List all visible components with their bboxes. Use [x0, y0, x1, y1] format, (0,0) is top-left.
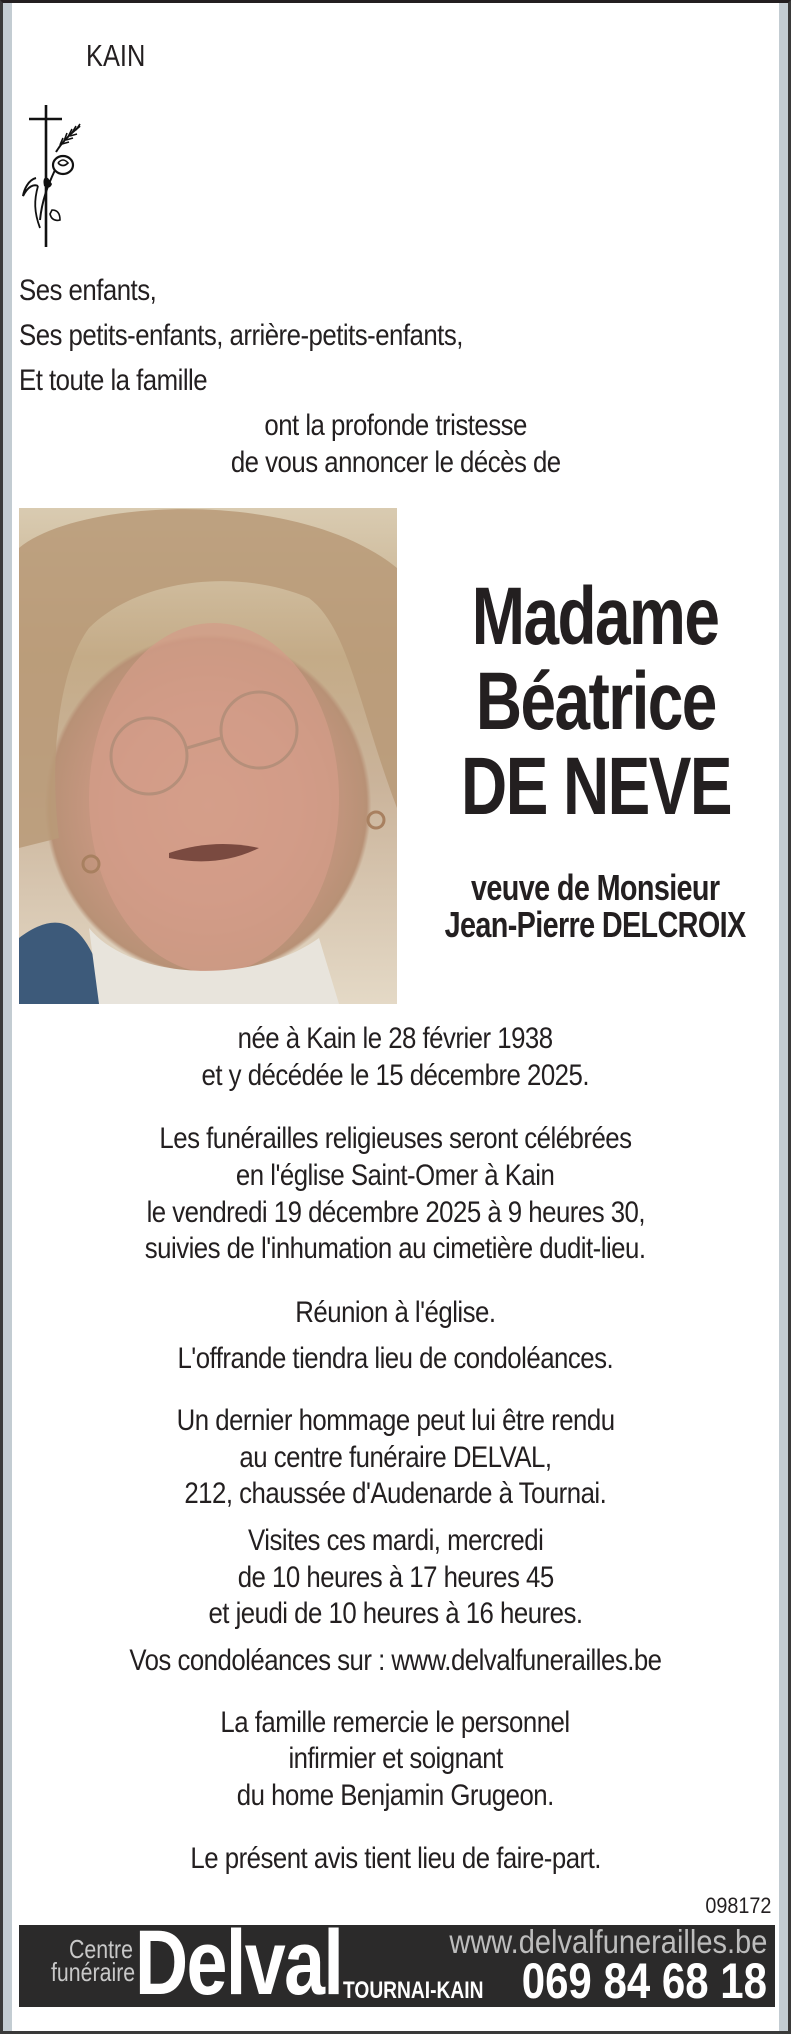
thanks-line: La famille remercie le personnel: [220, 1706, 571, 1739]
cross-with-rose-and-wheat-icon: [18, 100, 88, 250]
funeral-line: le vendredi 19 décembre 2025 à 9 heures 30,: [146, 1196, 645, 1229]
portrait-illustration: [19, 508, 397, 1004]
announcement-line: de vous annoncer le décès de: [230, 446, 561, 479]
visits-line: et jeudi de 10 heures à 16 heures.: [208, 1597, 583, 1630]
funeral-line: en l'église Saint-Omer à Kain: [236, 1159, 555, 1192]
condolences-line: Vos condoléances sur : www.delvalfunerailles.be: [129, 1644, 662, 1677]
reference-number: 098172: [704, 1893, 771, 1918]
deceased-first-name: Béatrice: [475, 656, 716, 747]
brand-logo: Delval: [135, 1925, 343, 2007]
funeral-line: Les funérailles religieuses seront célébrées: [159, 1122, 632, 1155]
tribute-line: 212, chaussée d'Audenarde à Tournai.: [184, 1477, 607, 1510]
funeral-home-banner: [19, 1925, 775, 2007]
offering-line: L'offrande tiendra lieu de condoléances.: [177, 1342, 614, 1375]
thanks-line: du home Benjamin Grugeon.: [237, 1779, 554, 1812]
tribute-line: au centre funéraire DELVAL,: [239, 1441, 552, 1474]
location-text: KAIN: [86, 38, 146, 73]
spouse-name: Jean-Pierre DELCROIX: [445, 904, 746, 945]
phone-number[interactable]: 069 84 68 18: [521, 1953, 767, 2007]
announcement-line: ont la profonde tristesse: [264, 409, 527, 442]
city-label: TOURNAI-KAIN: [343, 1977, 484, 2004]
visits-line: de 10 heures à 17 heures 45: [237, 1561, 554, 1594]
death-line: et y décédée le 15 décembre 2025.: [201, 1059, 590, 1092]
deceased-title: Madame: [472, 571, 719, 662]
thanks-line: infirmier et soignant: [288, 1742, 503, 1775]
widow-of-line: veuve de Monsieur: [471, 867, 720, 908]
family-line: Ses petits-enfants, arrière-petits-enfants,: [19, 319, 463, 352]
location-heading: [86, 38, 158, 74]
family-line: Ses enfants,: [19, 274, 157, 307]
family-line: Et toute la famille: [19, 364, 208, 397]
birth-line: née à Kain le 28 février 1938: [238, 1022, 553, 1055]
visits-line: Visites ces mardi, mercredi: [247, 1524, 544, 1557]
portrait-photo: [19, 508, 397, 1004]
meeting-line: Réunion à l'église.: [295, 1296, 496, 1329]
tribute-line: Un dernier hommage peut lui être rendu: [176, 1404, 615, 1437]
funeral-line: suivies de l'inhumation au cimetière dudit-lieu.: [145, 1232, 646, 1265]
notice-line: Le présent avis tient lieu de faire-part.: [190, 1842, 601, 1875]
centre-funeraire-label: Centre funéraire: [51, 1934, 136, 1987]
website-link[interactable]: www.delvalfunerailles.be: [449, 1925, 767, 1960]
deceased-last-name: DE NEVE: [460, 741, 731, 832]
